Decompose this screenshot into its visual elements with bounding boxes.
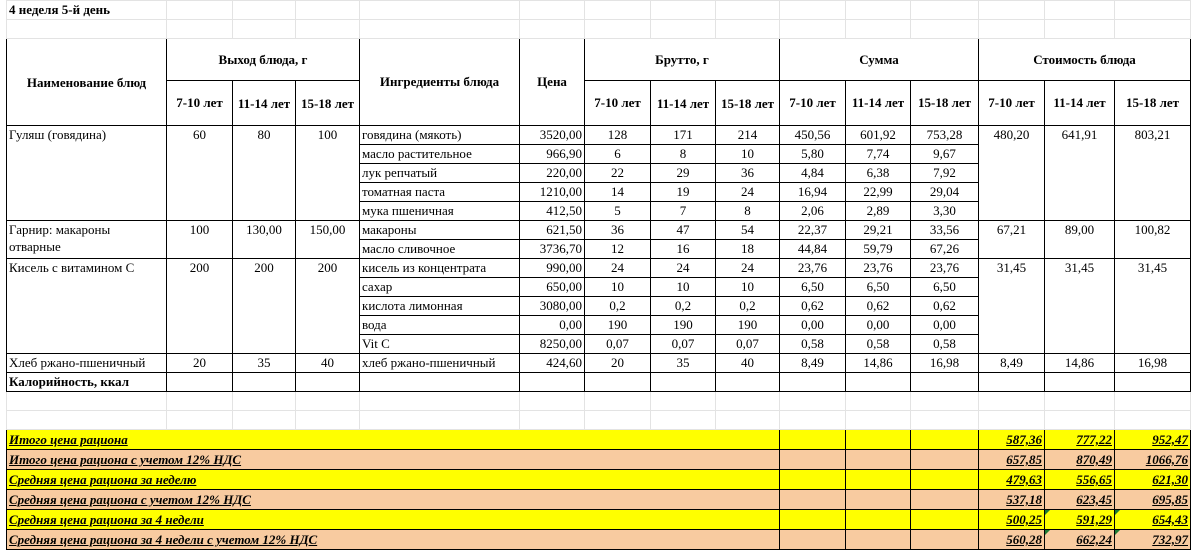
table-row — [7, 221, 1191, 240]
ingredient-brutto: 8 — [716, 202, 780, 221]
empty-cell — [846, 530, 911, 550]
ingredient-sum: 2,89 — [846, 202, 911, 221]
ingredient-name: говядина (мякоть) — [360, 126, 520, 145]
calories-label: Калорийность, ккал — [7, 373, 167, 392]
ingredient-sum: 0,00 — [911, 316, 979, 335]
ingredient-price: 1210,00 — [520, 183, 585, 202]
blank-row — [7, 411, 1191, 430]
ingredient-sum: 23,76 — [780, 259, 846, 278]
ingredient-sum: 44,84 — [780, 240, 846, 259]
summary-value: 1066,76 — [1115, 450, 1191, 470]
ingredient-sum: 33,56 — [911, 221, 979, 240]
ingredient-brutto: 40 — [716, 354, 780, 373]
summary-value: 654,43 — [1115, 510, 1191, 530]
summary-label: Средняя цена рациона за 4 недели с учетом 12% НДС — [7, 530, 780, 550]
age-15-18: 15-18 лет — [296, 81, 360, 126]
dish-cost: 31,45 — [1115, 259, 1191, 354]
ingredient-brutto: 214 — [716, 126, 780, 145]
ingredient-sum: 16,98 — [911, 354, 979, 373]
ingredient-brutto: 10 — [585, 278, 651, 297]
ingredient-sum: 8,49 — [780, 354, 846, 373]
ingredient-brutto: 24 — [651, 259, 716, 278]
empty-cell — [979, 373, 1045, 392]
ingredient-price: 220,00 — [520, 164, 585, 183]
empty-cell — [7, 411, 167, 430]
ingredient-sum: 29,21 — [846, 221, 911, 240]
ingredient-brutto: 190 — [651, 316, 716, 335]
ingredient-sum: 6,38 — [846, 164, 911, 183]
summary-label: Итого цена рациона — [7, 430, 780, 450]
dish-yield: 60 — [167, 126, 233, 221]
summary-label: Итого цена рациона с учетом 12% НДС — [7, 450, 780, 470]
ingredient-name: вода — [360, 316, 520, 335]
ingredient-brutto: 190 — [585, 316, 651, 335]
ingredient-brutto: 22 — [585, 164, 651, 183]
ingredient-brutto: 36 — [585, 221, 651, 240]
empty-cell — [296, 373, 360, 392]
ingredient-sum: 6,50 — [911, 278, 979, 297]
ingredient-brutto: 10 — [716, 278, 780, 297]
empty-cell — [846, 373, 911, 392]
col-header-dish-name: Наименование блюд — [7, 39, 167, 126]
ingredient-sum: 601,92 — [846, 126, 911, 145]
menu-table — [6, 0, 1191, 550]
summary-row — [7, 470, 1191, 490]
empty-cell — [846, 392, 911, 411]
ingredient-brutto: 7 — [651, 202, 716, 221]
ingredient-price: 3520,00 — [520, 126, 585, 145]
empty-cell — [520, 392, 585, 411]
sheet-title: 4 неделя 5-й день — [7, 1, 167, 20]
empty-cell — [780, 430, 846, 450]
empty-cell — [360, 411, 520, 430]
ingredient-brutto: 0,07 — [585, 335, 651, 354]
table-row — [7, 126, 1191, 145]
ingredient-sum: 4,84 — [780, 164, 846, 183]
ingredient-brutto: 171 — [651, 126, 716, 145]
ingredient-brutto: 14 — [585, 183, 651, 202]
dish-yield: 100 — [296, 126, 360, 221]
empty-cell — [979, 411, 1045, 430]
age-11-14: 11-14 лет — [846, 81, 911, 126]
summary-value: 537,18 — [979, 490, 1045, 510]
dish-name: Гуляш (говядина) — [7, 126, 167, 221]
empty-cell — [911, 450, 979, 470]
ingredient-brutto: 8 — [651, 145, 716, 164]
empty-cell — [296, 411, 360, 430]
empty-cell — [911, 510, 979, 530]
ingredient-name: кисель из концентрата — [360, 259, 520, 278]
ingredient-name: кислота лимонная — [360, 297, 520, 316]
empty-cell — [167, 411, 233, 430]
ingredient-sum: 753,28 — [911, 126, 979, 145]
summary-value: 870,49 — [1045, 450, 1115, 470]
ingredient-sum: 14,86 — [846, 354, 911, 373]
ingredient-price: 966,90 — [520, 145, 585, 164]
empty-cell — [780, 510, 846, 530]
table-row — [7, 259, 1191, 278]
ingredient-sum: 23,76 — [846, 259, 911, 278]
ingredient-brutto: 0,2 — [585, 297, 651, 316]
summary-value: 500,25 — [979, 510, 1045, 530]
age-11-14: 11-14 лет — [233, 81, 296, 126]
col-header-price: Цена — [520, 39, 585, 126]
ingredient-sum: 0,62 — [780, 297, 846, 316]
ingredient-brutto: 10 — [651, 278, 716, 297]
dish-yield: 130,00 — [233, 221, 296, 259]
summary-value: 732,97 — [1115, 530, 1191, 550]
dish-yield: 200 — [167, 259, 233, 354]
ingredient-brutto: 6 — [585, 145, 651, 164]
empty-cell — [911, 470, 979, 490]
ingredient-name: масло растительное — [360, 145, 520, 164]
ingredient-brutto: 35 — [651, 354, 716, 373]
empty-cell — [979, 392, 1045, 411]
dish-cost: 100,82 — [1115, 221, 1191, 259]
empty-cell — [716, 373, 780, 392]
summary-row — [7, 450, 1191, 470]
empty-cell — [233, 411, 296, 430]
empty-cell — [1115, 392, 1191, 411]
empty-cell — [1045, 392, 1115, 411]
empty-cell — [296, 392, 360, 411]
empty-cell — [585, 411, 651, 430]
ingredient-sum: 6,50 — [780, 278, 846, 297]
dish-yield: 20 — [167, 354, 233, 373]
ingredient-sum: 0,58 — [911, 335, 979, 354]
empty-cell — [846, 411, 911, 430]
ingredient-brutto: 5 — [585, 202, 651, 221]
ingredient-brutto: 20 — [585, 354, 651, 373]
blank-row — [7, 392, 1191, 411]
ingredient-sum: 5,80 — [780, 145, 846, 164]
dish-name: Кисель с витамином С — [7, 259, 167, 354]
ingredient-brutto: 24 — [716, 259, 780, 278]
empty-cell — [780, 450, 846, 470]
ingredient-brutto: 19 — [651, 183, 716, 202]
ingredient-brutto: 128 — [585, 126, 651, 145]
ingredient-name: лук репчатый — [360, 164, 520, 183]
summary-label: Средняя цена рациона с учетом 12% НДС — [7, 490, 780, 510]
ingredient-price: 990,00 — [520, 259, 585, 278]
dish-name: Гарнир: макароны отварные — [7, 221, 167, 259]
ingredient-name: хлеб ржано-пшеничный — [360, 354, 520, 373]
ingredient-sum: 59,79 — [846, 240, 911, 259]
ingredient-price: 650,00 — [520, 278, 585, 297]
dish-cost: 67,21 — [979, 221, 1045, 259]
ingredient-brutto: 36 — [716, 164, 780, 183]
ingredient-sum: 7,92 — [911, 164, 979, 183]
summary-row — [7, 490, 1191, 510]
empty-cell — [1045, 373, 1115, 392]
ingredient-brutto: 0,07 — [651, 335, 716, 354]
summary-value: 587,36 — [979, 430, 1045, 450]
ingredient-sum: 0,62 — [911, 297, 979, 316]
col-header-sum: Сумма — [780, 39, 979, 81]
ingredient-sum: 29,04 — [911, 183, 979, 202]
summary-value: 952,47 — [1115, 430, 1191, 450]
ingredient-brutto: 24 — [716, 183, 780, 202]
empty-cell — [846, 510, 911, 530]
ingredient-sum: 22,37 — [780, 221, 846, 240]
ingredient-brutto: 12 — [585, 240, 651, 259]
dish-yield: 150,00 — [296, 221, 360, 259]
ingredient-brutto: 18 — [716, 240, 780, 259]
dish-cost: 803,21 — [1115, 126, 1191, 221]
ingredient-brutto: 190 — [716, 316, 780, 335]
summary-value: 556,65 — [1045, 470, 1115, 490]
empty-cell — [780, 392, 846, 411]
summary-label: Средняя цена рациона за 4 недели — [7, 510, 780, 530]
empty-cell — [780, 490, 846, 510]
summary-value: 777,22 — [1045, 430, 1115, 450]
ingredient-sum: 0,62 — [846, 297, 911, 316]
table-row — [7, 354, 1191, 373]
ingredient-sum: 7,74 — [846, 145, 911, 164]
ingredient-name: масло сливочное — [360, 240, 520, 259]
dish-yield: 40 — [296, 354, 360, 373]
ingredient-brutto: 29 — [651, 164, 716, 183]
empty-cell — [520, 373, 585, 392]
empty-cell — [7, 392, 167, 411]
summary-value: 621,30 — [1115, 470, 1191, 490]
empty-cell — [1115, 411, 1191, 430]
col-header-cost: Стоимость блюда — [979, 39, 1191, 81]
empty-cell — [846, 450, 911, 470]
summary-value: 623,45 — [1045, 490, 1115, 510]
age-7-10: 7-10 лет — [585, 81, 651, 126]
ingredient-sum: 0,00 — [780, 316, 846, 335]
dish-yield: 35 — [233, 354, 296, 373]
empty-cell — [716, 411, 780, 430]
ingredient-name: макароны — [360, 221, 520, 240]
ingredient-sum: 0,58 — [846, 335, 911, 354]
ingredient-price: 412,50 — [520, 202, 585, 221]
ingredient-price: 3736,70 — [520, 240, 585, 259]
summary-label: Средняя цена рациона за неделю — [7, 470, 780, 490]
age-11-14: 11-14 лет — [651, 81, 716, 126]
ingredient-sum: 6,50 — [846, 278, 911, 297]
empty-cell — [911, 411, 979, 430]
dish-cost: 31,45 — [1045, 259, 1115, 354]
dish-yield: 80 — [233, 126, 296, 221]
ingredient-sum: 450,56 — [780, 126, 846, 145]
dish-name: Хлеб ржано-пшеничный — [7, 354, 167, 373]
dish-cost: 8,49 — [979, 354, 1045, 373]
summary-row — [7, 430, 1191, 450]
ingredient-name: мука пшеничная — [360, 202, 520, 221]
summary-value: 479,63 — [979, 470, 1045, 490]
age-7-10: 7-10 лет — [780, 81, 846, 126]
ingredient-brutto: 16 — [651, 240, 716, 259]
empty-cell — [1045, 411, 1115, 430]
dish-cost: 16,98 — [1115, 354, 1191, 373]
ingredient-sum: 0,00 — [846, 316, 911, 335]
dish-cost: 14,86 — [1045, 354, 1115, 373]
ingredient-price: 424,60 — [520, 354, 585, 373]
empty-cell — [360, 392, 520, 411]
empty-cell — [780, 411, 846, 430]
empty-cell — [585, 373, 651, 392]
empty-cell — [911, 490, 979, 510]
ingredient-sum: 9,67 — [911, 145, 979, 164]
dish-cost: 89,00 — [1045, 221, 1115, 259]
ingredient-brutto: 10 — [716, 145, 780, 164]
dish-yield: 100 — [167, 221, 233, 259]
ingredient-name: томатная паста — [360, 183, 520, 202]
ingredient-brutto: 0,07 — [716, 335, 780, 354]
age-15-18: 15-18 лет — [1115, 81, 1191, 126]
dish-cost: 480,20 — [979, 126, 1045, 221]
empty-cell — [651, 392, 716, 411]
empty-cell — [233, 373, 296, 392]
col-header-brutto: Брутто, г — [585, 39, 780, 81]
age-7-10: 7-10 лет — [979, 81, 1045, 126]
summary-row — [7, 530, 1191, 550]
empty-cell — [651, 411, 716, 430]
ingredient-price: 3080,00 — [520, 297, 585, 316]
ingredient-brutto: 24 — [585, 259, 651, 278]
ingredient-brutto: 0,2 — [716, 297, 780, 316]
ingredient-price: 621,50 — [520, 221, 585, 240]
empty-cell — [233, 392, 296, 411]
ingredient-sum: 0,58 — [780, 335, 846, 354]
dish-yield: 200 — [296, 259, 360, 354]
empty-cell — [911, 373, 979, 392]
empty-cell — [780, 470, 846, 490]
empty-cell — [167, 373, 233, 392]
empty-cell — [716, 392, 780, 411]
empty-cell — [846, 490, 911, 510]
ingredient-brutto: 0,2 — [651, 297, 716, 316]
empty-cell — [651, 373, 716, 392]
ingredient-sum: 23,76 — [911, 259, 979, 278]
dish-cost: 641,91 — [1045, 126, 1115, 221]
summary-row — [7, 510, 1191, 530]
empty-cell — [520, 411, 585, 430]
col-header-ingredients: Ингредиенты блюда — [360, 39, 520, 126]
ingredient-sum: 2,06 — [780, 202, 846, 221]
ingredient-sum: 16,94 — [780, 183, 846, 202]
summary-value: 591,29 — [1045, 510, 1115, 530]
summary-value: 695,85 — [1115, 490, 1191, 510]
empty-cell — [911, 392, 979, 411]
ingredient-sum: 67,26 — [911, 240, 979, 259]
empty-cell — [780, 373, 846, 392]
ingredient-price: 0,00 — [520, 316, 585, 335]
age-11-14: 11-14 лет — [1045, 81, 1115, 126]
col-header-yield: Выход блюда, г — [167, 39, 360, 81]
dish-cost: 31,45 — [979, 259, 1045, 354]
age-15-18: 15-18 лет — [716, 81, 780, 126]
ingredient-name: сахар — [360, 278, 520, 297]
age-7-10: 7-10 лет — [167, 81, 233, 126]
empty-cell — [1115, 373, 1191, 392]
empty-cell — [585, 392, 651, 411]
ingredient-brutto: 47 — [651, 221, 716, 240]
summary-value: 662,24 — [1045, 530, 1115, 550]
calories-row — [7, 373, 1191, 392]
empty-cell — [846, 470, 911, 490]
ingredient-brutto: 54 — [716, 221, 780, 240]
dish-yield: 200 — [233, 259, 296, 354]
ingredient-sum: 3,30 — [911, 202, 979, 221]
empty-cell — [911, 530, 979, 550]
ingredient-name: Vit C — [360, 335, 520, 354]
ingredient-price: 8250,00 — [520, 335, 585, 354]
ingredient-sum: 22,99 — [846, 183, 911, 202]
age-15-18: 15-18 лет — [911, 81, 979, 126]
empty-cell — [360, 373, 520, 392]
summary-value: 560,28 — [979, 530, 1045, 550]
empty-cell — [167, 392, 233, 411]
empty-cell — [780, 530, 846, 550]
empty-cell — [846, 430, 911, 450]
summary-value: 657,85 — [979, 450, 1045, 470]
empty-cell — [911, 430, 979, 450]
